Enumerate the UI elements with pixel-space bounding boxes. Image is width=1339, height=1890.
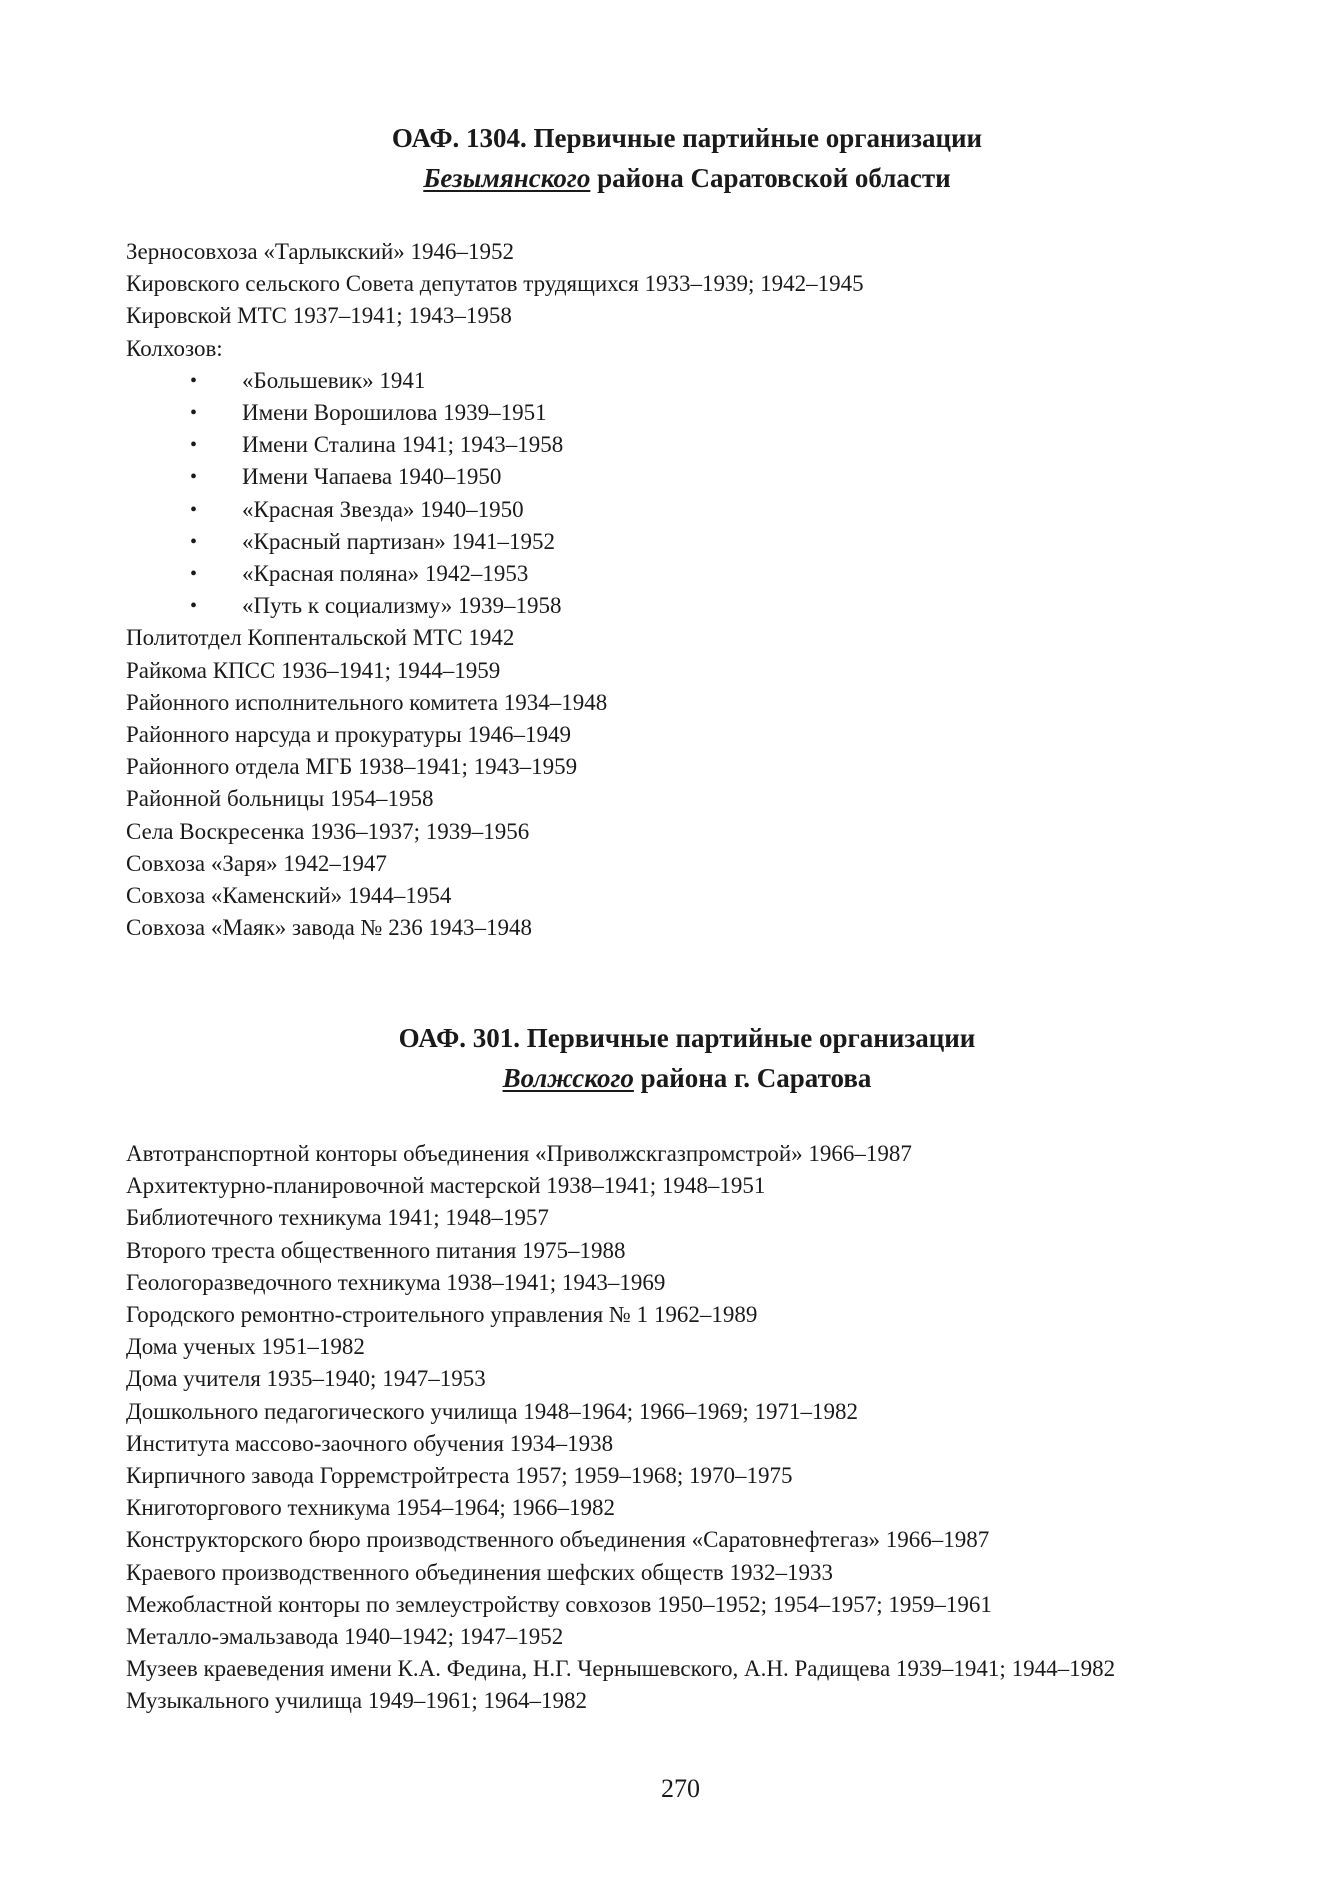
- page-number: 270: [661, 1774, 700, 1803]
- kolkhoz-item: [126, 397, 1226, 429]
- kolkhoz-sublist-container: [126, 365, 1226, 623]
- organization-list: [126, 1138, 1226, 1718]
- kolkhoz-item: [126, 429, 1226, 461]
- list-item: Межобластной конторы по землеустройству совхозов 1950–1952; 1954–1957; 1959–1961: [126, 1591, 992, 1617]
- heading-district-name: Волжского: [502, 1063, 634, 1093]
- list-item: Дошкольного педагогического училища 1948–1964; 1966–1969; 1971–1982: [126, 1398, 859, 1424]
- bullet-icon: •: [190, 530, 198, 553]
- list-item: Районного исполнительного комитета 1934–1948: [126, 689, 608, 715]
- list-item: Конструкторского бюро производственного объединения «Саратовнефтегаз» 1966–1987: [126, 1527, 990, 1553]
- kolkhoz-label: Имени Ворошилова 1939–1951: [242, 400, 547, 426]
- list-item: Совхоза «Маяк» завода № 236 1943–1948: [126, 915, 532, 941]
- kolkhoz-label: «Путь к социализму» 1939–1958: [242, 593, 562, 619]
- kolkhoz-item: [126, 526, 1226, 558]
- list-item: Зерносовхоза «Тарлыкский» 1946–1952: [126, 239, 515, 264]
- list-item: Кирпичного завода Горремстройтреста 1957; 1959–1968; 1970–1975: [126, 1463, 793, 1489]
- list-item: Села Воскресенка 1936–1937; 1939–1956: [126, 818, 530, 844]
- section-volzhsky: [126, 1018, 1226, 1718]
- heading-line-1: ОАФ. 1304. Первичные партийные организации: [391, 123, 983, 153]
- heading-line-2-rest: района Саратовской области: [590, 163, 951, 193]
- kolkhoz-label: «Красная Звезда» 1940–1950: [242, 496, 524, 522]
- list-item: Института массово-заочного обучения 1934–1938: [126, 1430, 614, 1456]
- heading-line-2-rest: района г. Саратова: [633, 1063, 872, 1093]
- section-heading: [126, 1018, 1226, 1098]
- bullet-icon: •: [190, 563, 198, 586]
- list-item: Краевого производственного объединения шефских обществ 1932–1933: [126, 1559, 833, 1585]
- kolkhoz-item: [126, 558, 1226, 590]
- list-item: Металло-эмальзавода 1940–1942; 1947–1952: [126, 1624, 564, 1650]
- list-item: Районной больницы 1954–1958: [126, 786, 434, 812]
- list-item: Библиотечного техникума 1941; 1948–1957: [126, 1205, 549, 1231]
- section-bezymyansky: [126, 118, 1226, 944]
- bullet-icon: •: [190, 434, 198, 457]
- list-item: Районного отдела МГБ 1938–1941; 1943–1959: [126, 754, 578, 780]
- kolkhoz-item: [126, 590, 1226, 622]
- bullet-icon: •: [190, 402, 198, 425]
- list-item: Райкома КПСС 1936–1941; 1944–1959: [126, 657, 501, 683]
- kolkhoz-sublist: [126, 365, 1226, 623]
- section-heading: [126, 118, 1226, 198]
- list-item: Дома ученых 1951–1982: [126, 1334, 365, 1360]
- list-item: Совхоза «Заря» 1942–1947: [126, 850, 387, 876]
- list-item: Геологоразведочного техникума 1938–1941; 1943–1969: [126, 1269, 666, 1295]
- kolkhoz-item: [126, 494, 1226, 526]
- kolkhoz-item: [126, 461, 1226, 493]
- list-item: Кировской МТС 1937–1941; 1943–1958: [126, 303, 512, 329]
- heading-district-name: Безымянского: [423, 163, 591, 193]
- list-item: Музеев краеведения имени К.А. Федина, Н.Г. Чернышевского, А.Н. Радищева 1939–1941; 1944–1982: [126, 1656, 1116, 1682]
- kolkhoz-label: Имени Чапаева 1940–1950: [242, 464, 502, 490]
- list-item: Политотдел Коппентальской МТС 1942: [126, 625, 515, 651]
- bullet-icon: •: [190, 595, 198, 618]
- bullet-icon: •: [190, 498, 198, 521]
- list-item: Архитектурно-планировочной мастерской 1938–1941; 1948–1951: [126, 1173, 766, 1199]
- bullet-icon: •: [190, 369, 198, 392]
- list-item: Книготоргового техникума 1954–1964; 1966–1982: [126, 1495, 616, 1521]
- heading-line-1: ОАФ. 301. Первичные партийные организации: [398, 1023, 976, 1053]
- bullet-icon: •: [190, 466, 198, 489]
- organization-list: [126, 236, 1226, 944]
- list-item: Колхозов:: [126, 335, 223, 361]
- kolkhoz-item: [126, 365, 1226, 397]
- list-item: Музыкального училища 1949–1961; 1964–1982: [126, 1688, 588, 1714]
- list-item: Районного нарсуда и прокуратуры 1946–1949: [126, 722, 571, 748]
- list-item: Кировского сельского Совета депутатов трудящихся 1933–1939; 1942–1945: [126, 271, 864, 297]
- list-item: Автотранспортной конторы объединения «Приволжскгазпромстрой» 1966–1987: [126, 1141, 912, 1166]
- kolkhoz-label: «Красный партизан» 1941–1952: [242, 528, 556, 554]
- kolkhoz-label: Имени Сталина 1941; 1943–1958: [242, 432, 564, 458]
- list-item: Совхоза «Каменский» 1944–1954: [126, 883, 452, 909]
- kolkhoz-label: «Красная поляна» 1942–1953: [242, 561, 529, 587]
- kolkhoz-label: «Большевик» 1941: [242, 367, 426, 393]
- list-item: Дома учителя 1935–1940; 1947–1953: [126, 1366, 486, 1392]
- list-item: Городского ремонтно-строительного управления № 1 1962–1989: [126, 1302, 758, 1328]
- list-item: Второго треста общественного питания 1975–1988: [126, 1237, 626, 1263]
